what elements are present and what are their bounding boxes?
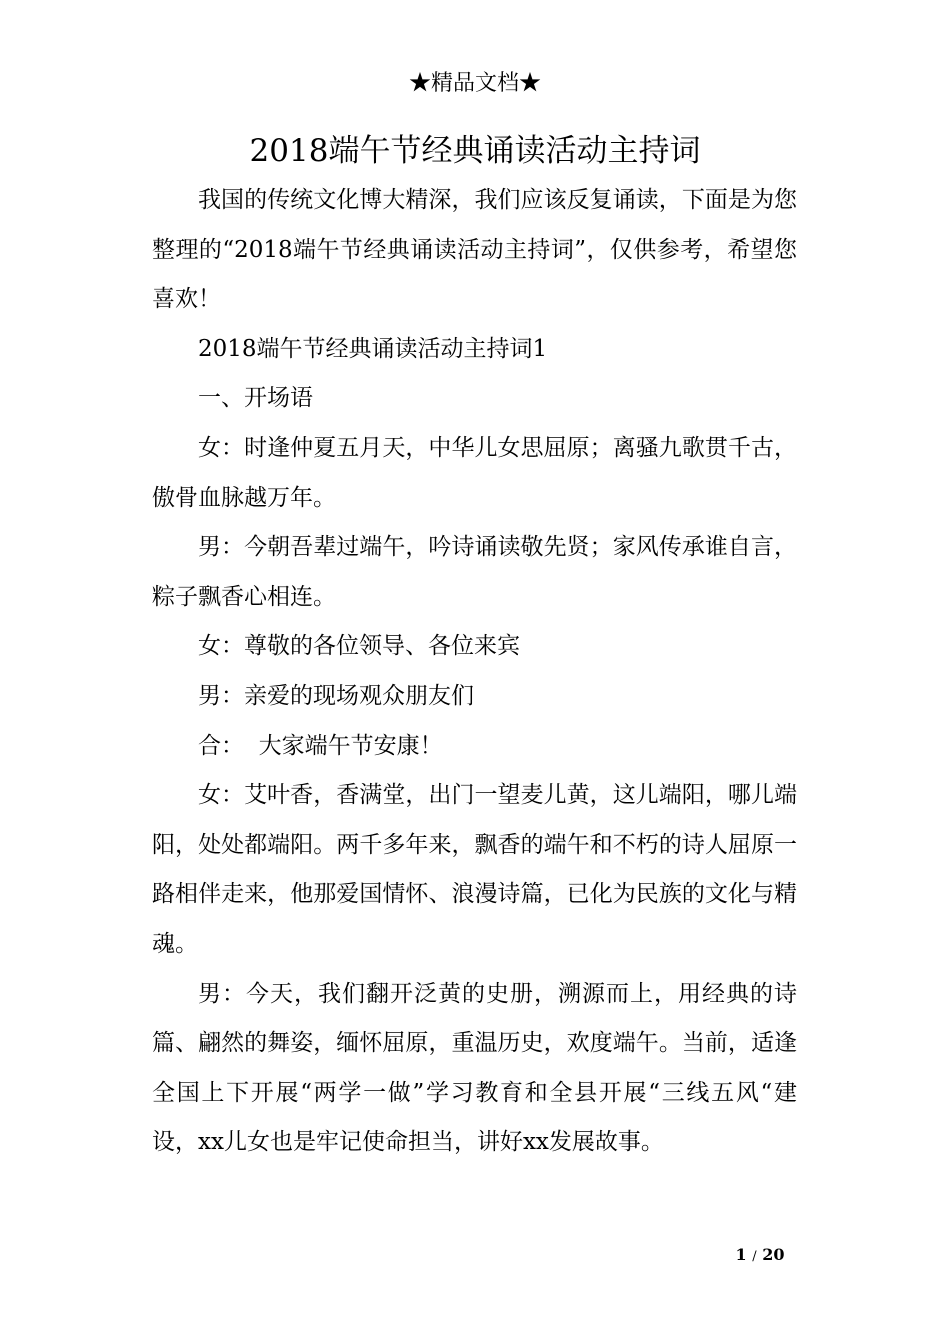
current-page: 1 (735, 1245, 747, 1264)
page-separator: / (752, 1249, 757, 1264)
document-title: 2018端午节经典诵读活动主持词 (249, 133, 701, 169)
script-line: 合： 大家端午节安康！ (198, 732, 443, 759)
page-number (700, 1244, 820, 1268)
document-body (152, 176, 797, 1168)
page-header-banner: ★精品文档★ (408, 71, 541, 96)
script-line: 男：今朝吾辈过端午，吟诗诵读敬先贤；家风传承谁自言，粽子飘香心相连。 (152, 534, 797, 610)
subsection-heading: 一、开场语 (198, 385, 313, 412)
script-line: 女：艾叶香，香满堂，出门一望麦儿黄，这儿端阳，哪儿端阳，处处都端阳。两千多年来，飘香的端午和不朽的诗人屈原一路相伴走来，他那爱国情怀、浪漫诗篇，已化为民族的文化与精魂。 (152, 782, 797, 957)
script-line: 男：今天，我们翻开泛黄的史册，溯源而上，用经典的诗篇、翩然的舞姿，缅怀屈原，重温历史，欢度端午。当前，适逢全国上下开展“两学一做”学习教育和全县开展“三线五风“建设，xx儿女也是牢记使命担当，讲好xx发展故事。 (152, 980, 797, 1156)
total-pages: 20 (762, 1245, 785, 1264)
script-line: 女：时逢仲夏五月天，中华儿女思屈原；离骚九歌贯千古，傲骨血脉越万年。 (152, 434, 797, 511)
script-line: 女：尊敬的各位领导、各位来宾 (198, 633, 520, 660)
script-line: 男：亲爱的现场观众朋友们 (198, 682, 474, 709)
section-heading: 2018端午节经典诵读活动主持词1 (198, 335, 548, 362)
intro-paragraph: 我国的传统文化博大精深，我们应该反复诵读，下面是为您整理的“2018端午节经典诵读活动主持词”，仅供参考，希望您喜欢！ (152, 187, 797, 313)
